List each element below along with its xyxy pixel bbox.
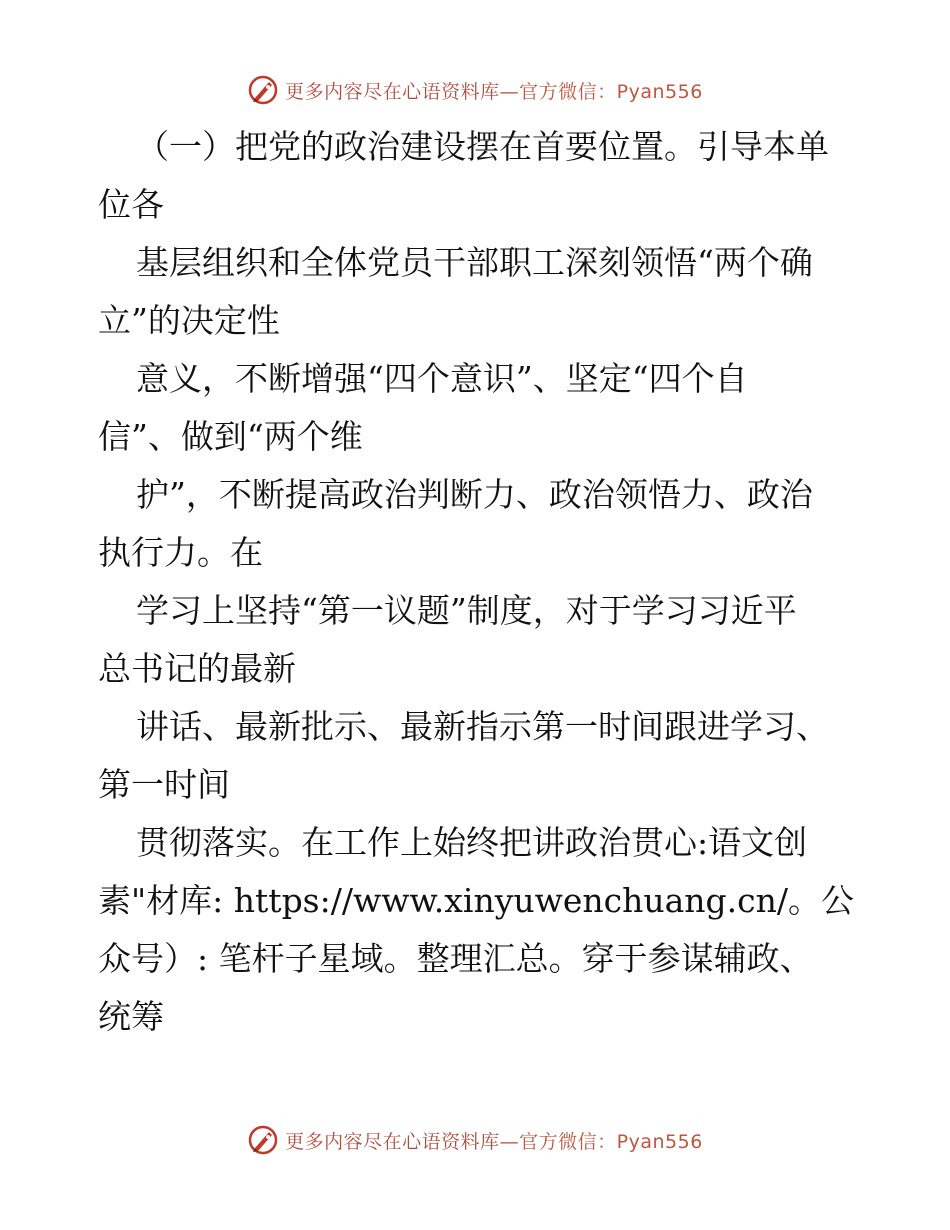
- pen-logo-icon: [247, 74, 279, 106]
- body-line-15: 众号）: 笔杆子星域。整理汇总。穿于参谋辅政、: [98, 939, 813, 978]
- footer-dash: —: [499, 1130, 520, 1153]
- body-line-11: 讲话、最新批示、最新指示第一时间跟进学习、: [136, 707, 829, 746]
- document-body: [98, 118, 858, 1046]
- body-line-1: （一）把党的政治建设摆在首要位置。引导本单: [136, 127, 829, 166]
- body-line-10: 总书记的最新: [98, 649, 296, 688]
- header-brand-text: 更多内容尽在心语资料库: [285, 80, 500, 103]
- body-line-14: 素"材库: https://www.xinyuwenchuang.cn/。公: [98, 881, 855, 920]
- footer-brand-text: 更多内容尽在心语资料库: [285, 1130, 500, 1153]
- footer-wechat-text: 官方微信：Pyan556: [519, 1130, 703, 1153]
- header-dash: —: [499, 80, 520, 103]
- body-line-8: 执行力。在: [98, 533, 263, 572]
- body-line-7: 护”，不断提高政治判断力、政治领悟力、政治: [136, 475, 813, 514]
- pen-logo-icon: [247, 1124, 279, 1156]
- body-line-3: 基层组织和全体党员干部职工深刻领悟“两个确: [136, 243, 813, 282]
- body-line-4: 立”的决定性: [98, 301, 280, 340]
- header-wechat-text: 官方微信：Pyan556: [519, 80, 703, 103]
- footer-banner: [0, 1120, 950, 1160]
- header-banner: [0, 70, 950, 110]
- body-line-13: 贯彻落实。在工作上始终把讲政治贯心:语文创: [136, 823, 808, 862]
- body-line-9: 学习上坚持“第一议题”制度，对于学习习近平: [136, 591, 797, 630]
- body-line-5: 意义，不断增强“四个意识”、坚定“四个自: [136, 359, 748, 398]
- body-line-16: 统筹: [98, 997, 164, 1036]
- body-line-12: 第一时间: [98, 765, 230, 804]
- body-line-6: 信”、做到“两个维: [98, 417, 363, 456]
- body-line-2: 位各: [98, 185, 164, 224]
